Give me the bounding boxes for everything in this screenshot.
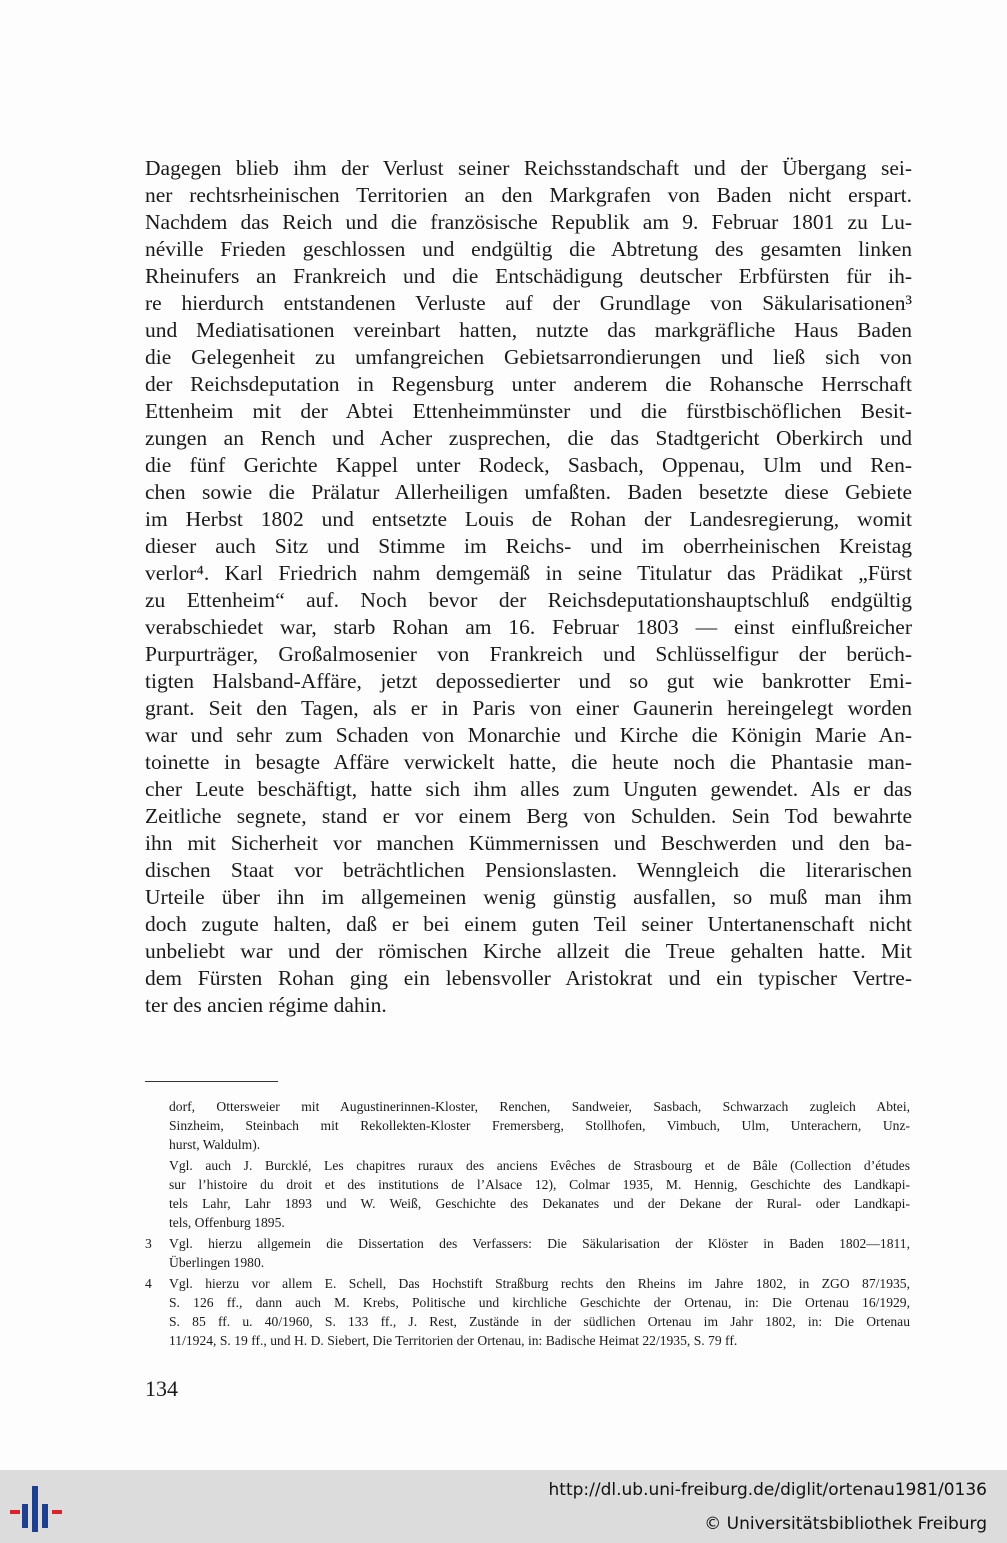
body-line: dischen Staat vor beträchtlichen Pensionslasten. Wenngleich die literarischen: [145, 858, 912, 882]
footnote-line: 11/1924, S. 19 ff., und H. D. Siebert, Die Territorien der Ortenau, in: Badische Heimat 22/1935, S. 79 ff.: [169, 1333, 738, 1348]
body-line: Zeitliche segnete, stand er vor einem Berg von Schulden. Sein Tod bewahrte: [145, 804, 912, 828]
body-line: verabschiedet war, starb Rohan am 16. Februar 1803 — einst einflußreicher: [145, 615, 912, 639]
footnote-line: Überlingen 1980.: [169, 1255, 265, 1270]
body-line: ihn mit Sicherheit vor manchen Kümmernissen und Beschwerden und den ba-: [145, 831, 912, 855]
footnote-line: Vgl. hierzu allgemein die Dissertation des Verfassers: Die Säkularisation der Klöster in Baden 1802—1811,: [169, 1236, 910, 1251]
body-line: grant. Seit den Tagen, als er in Paris von einer Gaunerin hereingelegt worden: [145, 696, 912, 720]
footnote-line: Sinzheim, Steinbach mit Rekollekten-Kloster Fremersberg, Stollhofen, Vimbuch, Ulm, Unterachern, Unz-: [169, 1118, 910, 1133]
body-text: [145, 155, 912, 1019]
body-line: néville Frieden geschlossen und endgültig die Abtretung des gesamten linken: [145, 237, 912, 261]
footnote-3: [145, 1234, 910, 1272]
body-line: im Herbst 1802 und entsetzte Louis de Rohan der Landesregierung, womit: [145, 507, 912, 531]
body-line: unbeliebt war und der römischen Kirche allzeit die Treue gehalten hatte. Mit: [145, 939, 912, 963]
body-line: die fünf Gerichte Kappel unter Rodeck, Sasbach, Oppenau, Ulm und Ren-: [145, 453, 912, 477]
footnote-line: tels, Offenburg 1895.: [169, 1215, 285, 1230]
footnote-line: Vgl. auch J. Burcklé, Les chapitres ruraux des anciens Evêches de Strasbourg et de Bâle (Collection d’études: [169, 1158, 910, 1173]
footnote-line: tels Lahr, Lahr 1893 und W. Weiß, Geschichte des Dekanates und der Dekane der Rural- oder Landkapi-: [169, 1196, 910, 1211]
page-number: 134: [145, 1376, 178, 1401]
body-line: und Mediatisationen vereinbart hatten, nutzte das markgräfliche Haus Baden: [145, 318, 912, 342]
footnote-line: Vgl. hierzu vor allem E. Schell, Das Hochstift Straßburg rechts den Rheins im Jahre 1802, in ZGO 87/1935,: [169, 1276, 910, 1291]
footnote-line: dorf, Ottersweier mit Augustinerinnen-Kloster, Renchen, Sandweier, Sasbach, Schwarzach zugleich Abtei,: [169, 1099, 910, 1114]
body-line: tigten Halsband-Affäre, jetzt depossedierter und so gut wie bankrotter Emi-: [145, 669, 912, 693]
ub-freiburg-logo-icon[interactable]: [8, 1480, 68, 1535]
body-line: ter des ancien régime dahin.: [145, 993, 387, 1017]
body-line: die Gelegenheit zu umfangreichen Gebietsarrondierungen und ließ sich von: [145, 345, 912, 369]
body-line: dieser auch Sitz und Stimme im Reichs- und im oberrheinischen Kreistag: [145, 534, 912, 558]
footnote-number: 3: [145, 1236, 152, 1251]
body-line: doch zugute halten, daß er bei einem guten Teil seiner Untertanenschaft nicht: [145, 912, 912, 936]
footnote-separator: [145, 1081, 278, 1082]
copyright-text: © Universitätsbibliothek Freiburg: [704, 1514, 987, 1534]
footnote-4: [145, 1274, 910, 1350]
footnote-line: sur l’histoire du droit et des institutions de l’Alsace 12), Colmar 1935, M. Hennig, Geschichte des Landkapi-: [169, 1177, 910, 1192]
body-line: re hierdurch entstandenen Verluste auf der Grundlage von Säkularisationen³: [145, 291, 912, 315]
body-line: zu Ettenheim“ auf. Noch bevor der Reichsdeputationshauptschluß endgültig: [145, 588, 912, 612]
footnotes: [145, 1097, 910, 1352]
footnote-vgl: [145, 1156, 910, 1232]
body-line: toinette in besagte Affäre verwickelt hatte, die heute noch die Phantasie man-: [145, 750, 912, 774]
body-line: verlor⁴. Karl Friedrich nahm demgemäß in seine Titulatur das Prädikat „Fürst: [145, 561, 912, 585]
body-line: Rheinufers an Frankreich und die Entschädigung deutscher Erbfürsten für ih-: [145, 264, 912, 288]
body-line: ner rechtsrheinischen Territorien an den Markgrafen von Baden nicht erspart.: [145, 183, 912, 207]
body-line: Purpurträger, Großalmosenier von Frankreich und Schlüsselfigur der berüch-: [145, 642, 912, 666]
body-line: der Reichsdeputation in Regensburg unter anderem die Rohansche Herrschaft: [145, 372, 912, 396]
body-line: dem Fürsten Rohan ging ein lebensvoller Aristokrat und ein typischer Vertre-: [145, 966, 912, 990]
body-line: cher Leute beschäftigt, hatte sich ihm alles zum Unguten gewendet. Als er das: [145, 777, 912, 801]
body-line: war und sehr zum Schaden von Monarchie und Kirche die Königin Marie An-: [145, 723, 912, 747]
footnote-number: 4: [145, 1276, 152, 1291]
body-line: zungen an Rench und Acher zusprechen, die das Stadtgericht Oberkirch und: [145, 426, 912, 450]
body-line: Nachdem das Reich und die französische Republik am 9. Februar 1801 zu Lu-: [145, 210, 912, 234]
footnote-continued: [145, 1097, 910, 1154]
footnote-line: S. 126 ff., dann auch M. Krebs, Politische und kirchliche Geschichte der Ortenau, in: Die Ortenau 16/1929,: [169, 1295, 910, 1310]
viewer-footer: [0, 1470, 1007, 1543]
body-line: chen sowie die Prälatur Allerheiligen umfaßten. Baden besetzte diese Gebiete: [145, 480, 912, 504]
body-line: Ettenheim mit der Abtei Ettenheimmünster und die fürstbischöflichen Besit-: [145, 399, 912, 423]
footnote-line: hurst, Waldulm).: [169, 1137, 261, 1152]
body-line: Urteile über ihn im allgemeinen wenig günstig ausfallen, so muß man ihm: [145, 885, 912, 909]
document-url-link[interactable]: http://dl.ub.uni-freiburg.de/diglit/ortenau1981/0136: [548, 1480, 987, 1500]
body-line: Dagegen blieb ihm der Verlust seiner Reichsstandschaft und der Übergang sei-: [145, 156, 912, 180]
footnote-line: S. 85 ff. u. 40/1960, S. 133 ff., J. Rest, Zustände in der südlichen Ortenau im Jahr 1802, in: Die Ortenau: [169, 1314, 910, 1329]
